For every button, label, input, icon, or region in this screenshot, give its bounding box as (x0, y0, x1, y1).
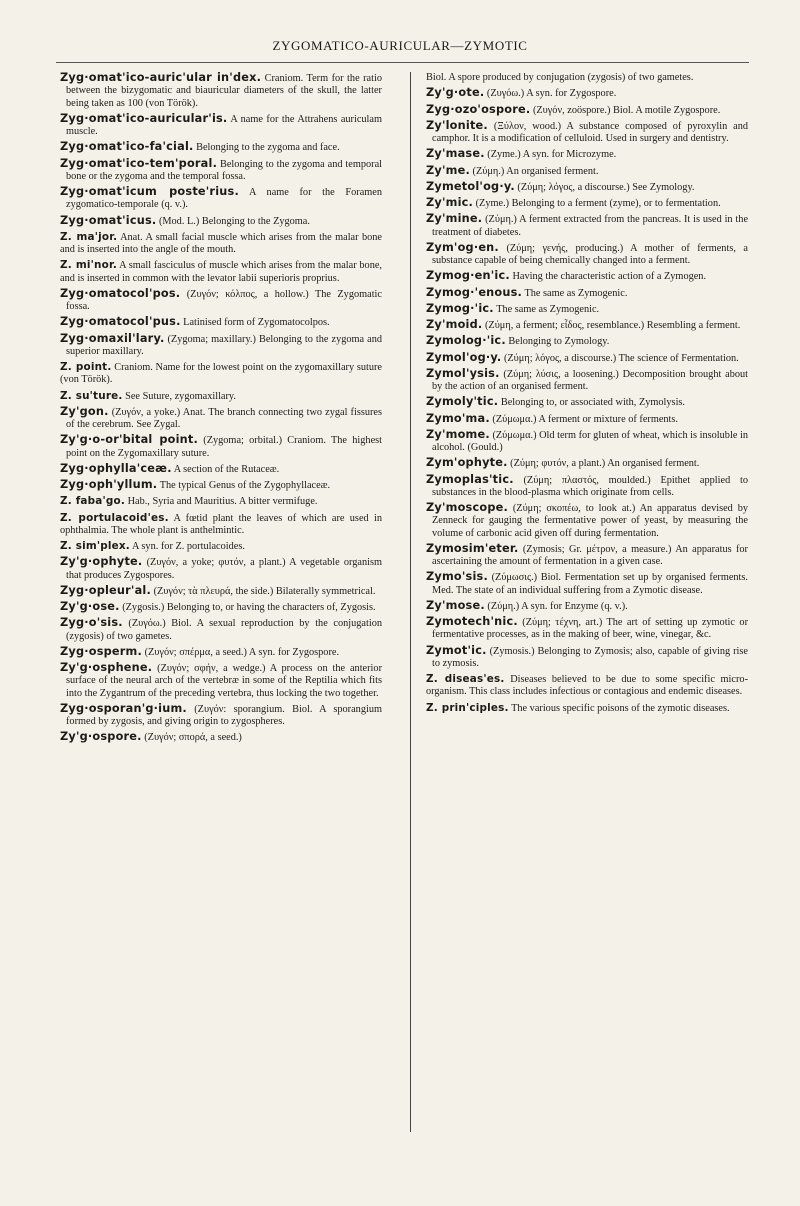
entry-headword: Zyg·omat'ico-tem'poral. (60, 156, 218, 170)
dictionary-entry (60, 585, 382, 598)
entry-headword: Zyg·osperm. (60, 644, 143, 658)
header-rule (56, 62, 749, 63)
entry-definition: (Ζύμωμα.) A ferment or mixture of ferments. (492, 413, 678, 425)
entry-headword: Zy'lonite. (426, 118, 488, 132)
entry-definition: (Ζύμη; φυτόν, a plant.) An organised ferment. (510, 458, 700, 470)
entry-headword: Zymol'ysis. (426, 366, 500, 380)
entry-headword: Zymetol'og·y. (426, 179, 515, 193)
entry-definition: The same as Zymogenic. (524, 287, 628, 299)
dictionary-entry (426, 165, 748, 178)
dictionary-entry (60, 231, 382, 257)
entry-headword: Zymo'sis. (426, 570, 488, 584)
running-head: ZYGOMATICO-AURICULAR—ZYMOTIC (272, 38, 528, 53)
dictionary-entry (426, 502, 748, 540)
dictionary-entry (60, 72, 382, 110)
entry-headword: Zy'g·ose. (60, 600, 120, 613)
entry-headword: Z. sim'plex. (60, 540, 130, 552)
entry-definition: A name for the Foramen zygomatico-temporale (q. v.). (66, 187, 382, 211)
entry-headword: Z. diseas'es. (426, 673, 505, 685)
entry-definition: (Ζύμη; λόγος, a discourse.) The science of Fermentation. (503, 352, 739, 364)
dictionary-entry (426, 429, 748, 455)
entry-headword: Zy'mase. (426, 147, 485, 161)
entry-headword: Zymog·'enous. (426, 285, 523, 299)
entry-headword: Zyg·omat'icus. (60, 213, 157, 227)
dictionary-entry (60, 731, 382, 744)
entry-headword: Zymog·'ic. (426, 301, 494, 315)
dictionary-entry (426, 213, 748, 239)
dictionary-entry (426, 148, 748, 161)
entry-definition: (Zyme.) Belonging to a ferment (zyme), or to fermentation. (475, 198, 721, 209)
entry-definition: Latinised form of Zygomatocolpos. (183, 317, 330, 329)
entry-headword: Zy'gon. (60, 404, 109, 418)
dictionary-entry (426, 287, 748, 300)
entry-headword: Zy'mome. (426, 427, 490, 441)
entry-definition: Belonging to the zygoma and temporal bone or the zygoma and the temporal fossa. (66, 158, 383, 182)
entry-definition: (Ζυγόν, zoöspore.) Biol. A motile Zygospore. (532, 104, 721, 116)
dictionary-entry (60, 390, 382, 403)
dictionary-entry (426, 571, 748, 597)
dictionary-entry (60, 540, 382, 553)
dictionary-entry (426, 702, 748, 715)
dictionary-entry (426, 543, 748, 569)
dictionary-entry (60, 463, 382, 476)
entry-definition: (Zygoma; maxillary.) Belonging to the zygoma and superior maxillary. (66, 333, 383, 357)
entry-headword: Zy'mose. (426, 598, 485, 612)
entry-definition: (Ζυγόν, a yoke.) Anat. The branch connecting two zygal fissures of the cerebrum. See Zygal. (66, 406, 382, 430)
dictionary-entry (426, 303, 748, 316)
dictionary-entry (426, 335, 748, 348)
dictionary-entry (60, 601, 382, 614)
entry-definition: The various specific poisons of the zymotic diseases. (511, 702, 730, 714)
dictionary-entry (60, 434, 382, 460)
entry-headword: Zymoplas'tic. (426, 472, 514, 486)
entry-definition: Belonging to Zymology. (508, 336, 610, 348)
entry-headword: Z. ma'jor. (60, 230, 118, 243)
entry-definition: (Ξύλον, wood.) A substance composed of pyroxylin and camphor. It is a modification of celluloid. Used in surgery and dentistry. (432, 120, 748, 144)
dictionary-entry (60, 646, 382, 659)
dictionary-entry (426, 457, 748, 470)
entry-headword: Z. faba'go. (60, 495, 125, 508)
entry-headword: Zy'g·ote. (426, 86, 485, 100)
dictionary-entry (426, 87, 748, 100)
dictionary-entry (60, 333, 382, 359)
dictionary-entry (426, 120, 748, 146)
entry-definition: The typical Genus of the Zygophyllaceæ. (159, 480, 331, 491)
entry-definition: A section of the Rutaceæ. (173, 463, 280, 475)
entry-headword: Zym'ophyte. (426, 456, 508, 470)
entry-definition: Belonging to the zygoma and face. (196, 142, 340, 154)
entry-definition: Anat. A small facial muscle which arises from the malar bone and is inserted into the angle of the mouth. (60, 231, 382, 255)
entry-headword: Zy'g·osphene. (60, 661, 153, 674)
entry-definition: (Ζύμη; σκοπέω, to look at.) An apparatus devised by Zenneck for gauging the fermentative power of yeast, by measuring the volume of carbonic acid given off during fermentation. (432, 503, 748, 539)
entry-definition: Having the characteristic action of a Zymogen. (512, 271, 707, 283)
dictionary-entry (60, 141, 382, 154)
column-divider (410, 72, 411, 1132)
entry-headword: Zymol'og·y. (426, 350, 502, 364)
entry-headword: Zymot'ic. (426, 643, 487, 657)
entry-definition: A syn. for Z. portulacoides. (131, 541, 245, 552)
dictionary-entry (60, 406, 382, 432)
entry-headword: Z. mi'nor. (60, 259, 117, 272)
entry-definition: (Zyme.) A syn. for Microzyme. (487, 149, 617, 161)
dictionary-entry (426, 104, 748, 117)
entry-definition: A name for the Attrahens auriculam muscle. (66, 113, 382, 137)
right-column (426, 72, 748, 718)
entry-definition: A fœtid plant the leaves of which are used in ophthalmia. The whole plant is anthelmintic. (60, 512, 382, 536)
dictionary-entry (60, 259, 382, 285)
entry-headword: Zy'g·ophyte. (60, 555, 143, 569)
dictionary-entry (426, 242, 748, 268)
entry-definition: (Ζύμη; γενής, producing.) A mother of ferments, a substance capable of being chemically changed into a ferment. (432, 242, 748, 266)
dictionary-entry (426, 645, 748, 671)
entry-definition: (Zygoma; orbital.) Craniom. The highest point on the Zygomaxillary suture. (66, 435, 383, 459)
entry-headword: Zyg·omatocol'pus. (60, 315, 181, 329)
dictionary-entry (426, 270, 748, 283)
entry-headword: Zyg·omat'ico-auricular'is. (60, 111, 228, 125)
dictionary-entry (60, 113, 382, 139)
entry-headword: Zyg·opleur'al. (60, 583, 151, 597)
entry-definition: (Ζυγόν; κόλπος, a hollow.) The Zygomatic fossa. (66, 288, 382, 312)
entry-headword: Zyg·ophylla'ceæ. (60, 461, 172, 475)
entry-definition: (Zygosis.) Belonging to, or having the characters of, Zygosis. (122, 602, 376, 613)
entry-definition: (Ζυγόν; σπορά, a seed.) (144, 732, 242, 744)
entry-headword: Zy'me. (426, 163, 470, 177)
entry-definition: (Ζύμη; πλαστός, moulded.) Epithet applied to substances in the blood-plasma which originate from cells. (432, 474, 749, 498)
entry-definition: (Ζυγόν: sporangium. Biol. A sporangium formed by zygosis, and giving origin to zygospheres. (66, 703, 382, 727)
dictionary-entry (426, 319, 748, 332)
dictionary-entry (426, 600, 748, 613)
entry-definition: (Ζύμη; λύσις, a loosening.) Decomposition brought about by the action of an organised ferment. (432, 368, 748, 392)
entry-definition: See Suture, zygomaxillary. (125, 390, 236, 402)
entry-headword: Zy'moid. (426, 318, 483, 331)
dictionary-entry (60, 288, 382, 314)
entry-headword: Zy'mic. (426, 196, 474, 209)
entry-definition: (Zymosis; Gr. μέτρον, a measure.) An apparatus for ascertaining the amount of fermentation in a given case. (432, 543, 748, 567)
entry-definition: Biol. A spore produced by conjugation (zygosis) of two gametes. (426, 72, 694, 83)
dictionary-entry (426, 474, 748, 500)
left-column (60, 72, 382, 748)
entry-definition: (Ζύμη.) An organised ferment. (472, 165, 599, 177)
entry-definition: (Mod. L.) Belonging to the Zygoma. (158, 215, 310, 227)
entry-definition: Hab., Syria and Mauritius. A bitter vermifuge. (127, 496, 318, 508)
entry-headword: Zyg·ozo'ospore. (426, 102, 531, 116)
dictionary-entry (60, 617, 382, 643)
dictionary-entry (60, 215, 382, 228)
entry-definition: (Ζύμη.) A ferment extracted from the pancreas. It is used in the treatment of diabetes. (432, 214, 749, 238)
entry-headword: Zymosim'eter. (426, 541, 519, 555)
entry-headword: Zym'og·en. (426, 240, 499, 254)
entry-definition: A small fasciculus of muscle which arises from the malar bone, and is inserted in common with the levator labii superioris proprius. (60, 260, 382, 284)
entry-definition: (Ζυγόω.) Biol. A sexual reproduction by the conjugation (zygosis) of two gametes. (66, 618, 382, 642)
dictionary-entry (60, 186, 382, 212)
dictionary-entry (60, 495, 382, 508)
entry-definition: The same as Zymogenic. (496, 303, 600, 315)
dictionary-entry (426, 181, 748, 194)
dictionary-entry (60, 316, 382, 329)
dictionary-entry (426, 352, 748, 365)
entry-definition: (Ζυγόν; σφήν, a wedge.) A process on the anterior surface of the neural arch of the vertebræ in some of the Reptilia which fits into the Zygantrum of the preceding vertebra, thus locking the two together. (66, 663, 382, 699)
entry-definition: (Ζυγόω.) A syn. for Zygospore. (486, 88, 617, 100)
dictionary-entry (60, 512, 382, 538)
entry-headword: Zy'g·o-or'bital point. (60, 433, 198, 447)
entry-headword: Zymoly'tic. (426, 395, 499, 409)
entry-definition: Craniom. Name for the lowest point on the zygomaxillary suture (von Török). (60, 362, 382, 386)
dictionary-entry (426, 396, 748, 409)
entry-definition: Diseases believed to be due to some specific micro-organism. This class includes infectious or contagious and endemic diseases. (426, 674, 748, 698)
entry-definition: (Ζύμη, a ferment; εἶδος, resemblance.) Resembling a ferment. (484, 320, 741, 331)
dictionary-entry (60, 158, 382, 184)
dictionary-entry (60, 662, 382, 700)
entry-headword: Zy'moscope. (426, 501, 508, 514)
entry-headword: Zyg·omat'icum poste'rius. (60, 185, 239, 198)
entry-headword: Z. prin'ciples. (426, 701, 509, 714)
entry-definition: (Ζύμωμα.) Old term for gluten of wheat, which is insoluble in alcohol. (Gould.) (432, 429, 748, 453)
entry-definition: Belonging to, or associated with, Zymolysis. (500, 397, 686, 409)
entry-definition: (Ζυγόν; σπέρμα, a seed.) A syn. for Zygospore. (144, 646, 340, 658)
entry-headword: Z. su'ture. (60, 389, 123, 402)
entry-definition: (Ζύμη; λόγος, a discourse.) See Zymology. (517, 181, 695, 193)
entry-definition: Craniom. Term for the ratio between the bizygomatic and biauricular diameters of the skull, the latter being taken as 100 (von Török). (66, 73, 382, 109)
entry-headword: Zymo'ma. (426, 411, 490, 425)
entry-headword: Zymotech'nic. (426, 615, 518, 628)
entry-headword: Zymolog·'ic. (426, 334, 506, 348)
dictionary-entry (60, 361, 382, 387)
entry-definition: (Ζύμη.) A syn. for Enzyme (q. v.). (487, 600, 628, 612)
dictionary-entry (60, 556, 382, 582)
entry-headword: Zymog·en'ic. (426, 269, 510, 283)
entry-headword: Zyg·omatocol'pos. (60, 286, 181, 300)
entry-definition: (Ζυγόν; τὰ πλευρά, the side.) Bilaterally symmetrical. (153, 585, 376, 597)
entry-headword: Zy'g·ospore. (60, 730, 142, 744)
entry-definition: (Zymosis.) Belonging to Zymosis; also, capable of giving rise to zymosis. (432, 645, 749, 669)
dictionary-entry (426, 413, 748, 426)
dictionary-entry (426, 673, 748, 699)
entry-headword: Z. point. (60, 361, 112, 373)
dictionary-entry (60, 479, 382, 492)
dictionary-entry (426, 368, 748, 394)
entry-headword: Zyg·o'sis. (60, 616, 123, 630)
entry-headword: Zyg·omaxil'lary. (60, 331, 165, 345)
dictionary-entry (60, 703, 382, 729)
entry-headword: Zyg·omat'ico-fa'cial. (60, 140, 194, 154)
entry-headword: Zyg·osporan'g·ium. (60, 701, 187, 715)
entry-headword: Zyg·oph'yllum. (60, 478, 158, 491)
entry-headword: Zyg·omat'ico-auric'ular in'dex. (60, 71, 262, 84)
entry-definition: (Ζύμη; τέχνη, art.) The art of setting up zymotic or fermentative processes, as in the making of beer, wine, vinegar, &c. (432, 617, 748, 641)
entry-headword: Zy'mine. (426, 212, 483, 226)
dictionary-entry (426, 197, 748, 210)
entry-definition: (Ζυγόν, a yoke; φυτόν, a plant.) A vegetable organism that produces Zygospores. (66, 557, 382, 581)
dictionary-entry (426, 616, 748, 642)
entry-definition: (Ζύμωσις.) Biol. Fermentation set up by organised ferments. Med. The state of an individual suffering from a Zymotic disease. (432, 572, 748, 596)
dictionary-entry (426, 72, 748, 84)
entry-headword: Z. portulacoid'es. (60, 511, 169, 524)
